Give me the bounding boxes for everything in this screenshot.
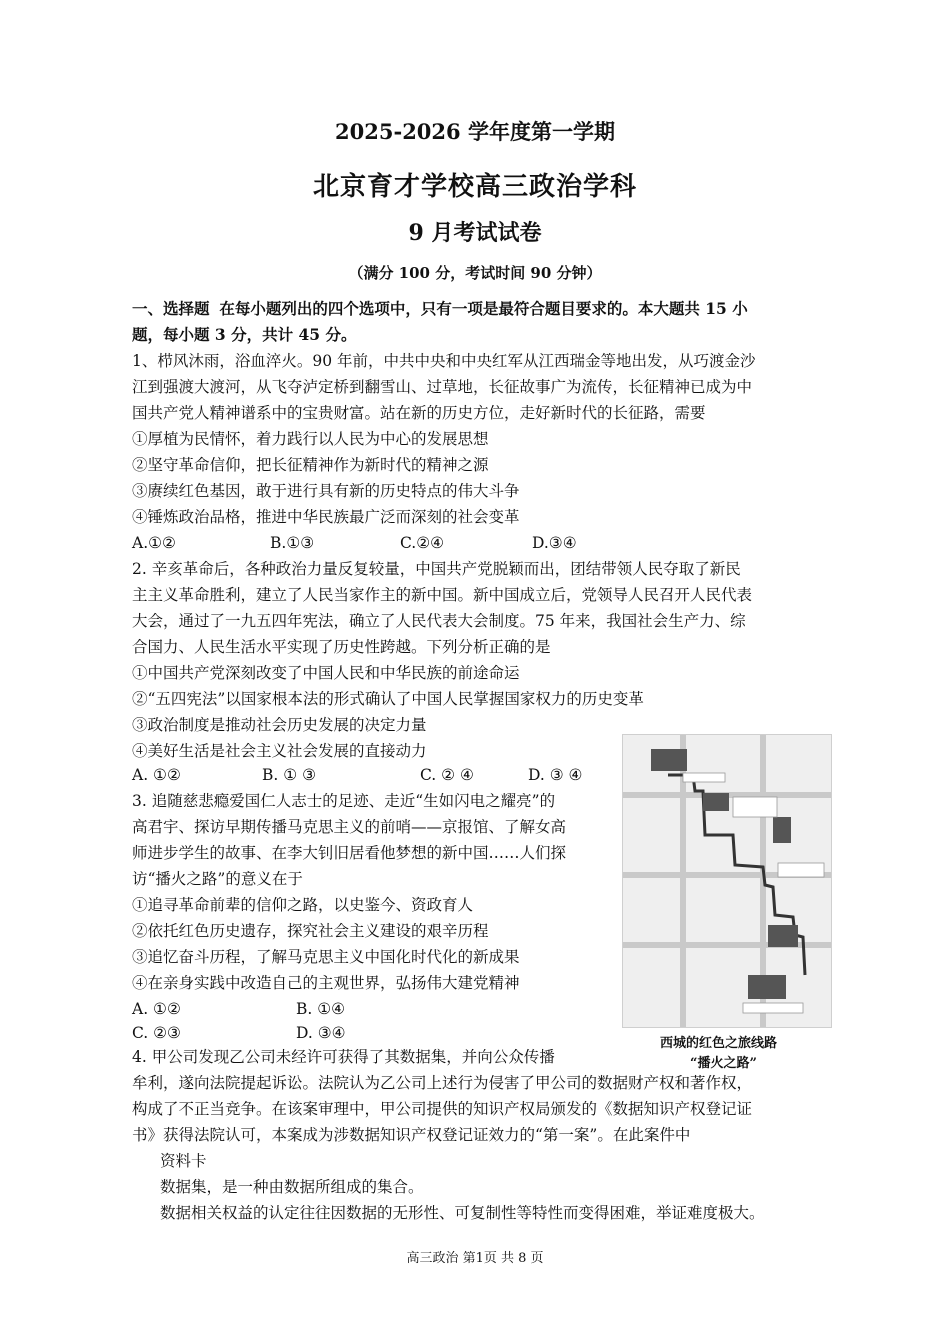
q1-option-b: B.①③ bbox=[270, 534, 315, 552]
section-instructions: 在每小题列出的四个选项中，只有一项是最符合题目要求的。本大题共 15 小 bbox=[219, 299, 748, 318]
q3-option-c: C. ②③ bbox=[132, 1024, 181, 1042]
q1-option-c: C.②④ bbox=[400, 534, 445, 552]
q1-stem-line: 1、栉风沐雨，浴血淬火。90 年前，中共中央和中央红军从江西瑞金等地出发，从巧渡金沙 bbox=[132, 352, 756, 370]
q3-item: ①追寻革命前辈的信仰之路，以史鉴今、资政育人 bbox=[132, 896, 474, 914]
section-title: 一、选择题 bbox=[132, 299, 210, 318]
q4-card-line: 数据集，是一种由数据所组成的集合。 bbox=[160, 1178, 424, 1196]
q3-item: ②依托红色历史遗存，探究社会主义建设的艰辛历程 bbox=[132, 922, 489, 940]
q3-stem-line: 师进步学生的故事、在李大钊旧居看他梦想的新中国……人们探 bbox=[132, 844, 567, 862]
q4-stem-line: 书》获得法院认可，本案成为涉数据知识产权登记证效力的“第一案”。在此案件中 bbox=[132, 1126, 691, 1144]
q2-item: ③政治制度是推动社会历史发展的决定力量 bbox=[132, 716, 427, 734]
map-subcaption: “播火之路” bbox=[690, 1056, 757, 1071]
exam-title: 9 月考试试卷 bbox=[408, 220, 542, 246]
q1-stem-line: 国共产党人精神谱系中的宝贵财富。站在新的历史方位，走好新时代的长征路，需要 bbox=[132, 404, 706, 422]
q4-stem-line: 4. 甲公司发现乙公司未经许可获得了其数据集，并向公众传播 bbox=[132, 1048, 555, 1066]
term-title: 2025-2026 学年度第一学期 bbox=[335, 119, 615, 144]
q4-stem-line: 构成了不正当竞争。在该案审理中，甲公司提供的知识产权局颁发的《数据知识产权登记证 bbox=[132, 1100, 753, 1118]
q3-option-a: A. ①② bbox=[132, 1000, 181, 1018]
q2-option-b: B. ① ③ bbox=[262, 766, 316, 784]
page-footer: 高三政治 第1页 共 8 页 bbox=[406, 1251, 544, 1266]
q3-stem-line: 3. 追随慈悲瘾爱国仁人志士的足迹、走近“生如闪电之耀亮”的 bbox=[132, 792, 556, 810]
exam-info: （满分 100 分，考试时间 90 分钟） bbox=[348, 264, 602, 282]
q1-item: ②坚守革命信仰，把长征精神作为新时代的精神之源 bbox=[132, 456, 489, 474]
route-map-drawing bbox=[623, 735, 831, 1027]
q3-stem-line: 访“播火之路”的意义在于 bbox=[132, 870, 303, 888]
q4-card-title: 资料卡 bbox=[160, 1152, 207, 1170]
q1-item: ①厚植为民情怀，着力践行以人民为中心的发展思想 bbox=[132, 430, 489, 448]
map-caption: 西城的红色之旅线路 bbox=[660, 1036, 778, 1051]
q4-card-line: 数据相关权益的认定往往因数据的无形性、可复制性等特性而变得困难，举证难度极大。 bbox=[160, 1204, 765, 1222]
q2-option-d: D. ③ ④ bbox=[528, 766, 583, 784]
q2-stem-line: 2. 辛亥革命后，各种政治力量反复较量，中国共产党脱颖而出，团结带领人民夺取了新民 bbox=[132, 560, 741, 578]
q2-option-a: A. ①② bbox=[132, 766, 181, 784]
q1-option-d: D.③④ bbox=[532, 534, 577, 552]
q2-stem-line: 合国力、人民生活水平实现了历史性跨越。下列分析正确的是 bbox=[132, 638, 551, 656]
q2-option-c: C. ② ④ bbox=[420, 766, 474, 784]
school-title: 北京育才学校高三政治学科 bbox=[312, 172, 637, 202]
q3-item: ④在亲身实践中改造自己的主观世界，弘扬伟大建党精神 bbox=[132, 974, 520, 992]
q2-item: ②“五四宪法”以国家根本法的形式确认了中国人民掌握国家权力的历史变革 bbox=[132, 690, 644, 708]
q2-stem-line: 大会，通过了一九五四年宪法，确立了人民代表大会制度。75 年来，我国社会生产力、综 bbox=[132, 612, 746, 630]
q4-stem-line: 牟利，遂向法院提起诉讼。法院认为乙公司上述行为侵害了甲公司的数据财产权和著作权， bbox=[132, 1074, 753, 1092]
section-header bbox=[132, 296, 748, 322]
q3-option-b: B. ①④ bbox=[296, 1000, 346, 1018]
q2-item: ①中国共产党深刻改变了中国人民和中华民族的前途命运 bbox=[132, 664, 520, 682]
q2-stem-line: 主主义革命胜利，建立了人民当家作主的新中国。新中国成立后，党领导人民召开人民代表 bbox=[132, 586, 753, 604]
q3-item: ③追忆奋斗历程，了解马克思主义中国化时代化的新成果 bbox=[132, 948, 520, 966]
q3-stem-line: 高君宇、探访早期传播马克思主义的前哨——京报馆、了解女高 bbox=[132, 818, 567, 836]
q1-item: ④锤炼政治品格，推进中华民族最广泛而深刻的社会变革 bbox=[132, 508, 520, 526]
route-map-image bbox=[622, 734, 832, 1028]
q1-stem-line: 江到强渡大渡河，从飞夺泸定桥到翻雪山、过草地，长征故事广为流传，长征精神已成为中 bbox=[132, 378, 753, 396]
q1-item: ③赓续红色基因，敢于进行具有新的历史特点的伟大斗争 bbox=[132, 482, 520, 500]
q1-option-a: A.①② bbox=[132, 534, 176, 552]
section-instructions-2: 题，每小题 3 分，共计 45 分。 bbox=[132, 325, 357, 344]
q2-item: ④美好生活是社会主义社会发展的直接动力 bbox=[132, 742, 427, 760]
q3-option-d: D. ③④ bbox=[296, 1024, 346, 1042]
